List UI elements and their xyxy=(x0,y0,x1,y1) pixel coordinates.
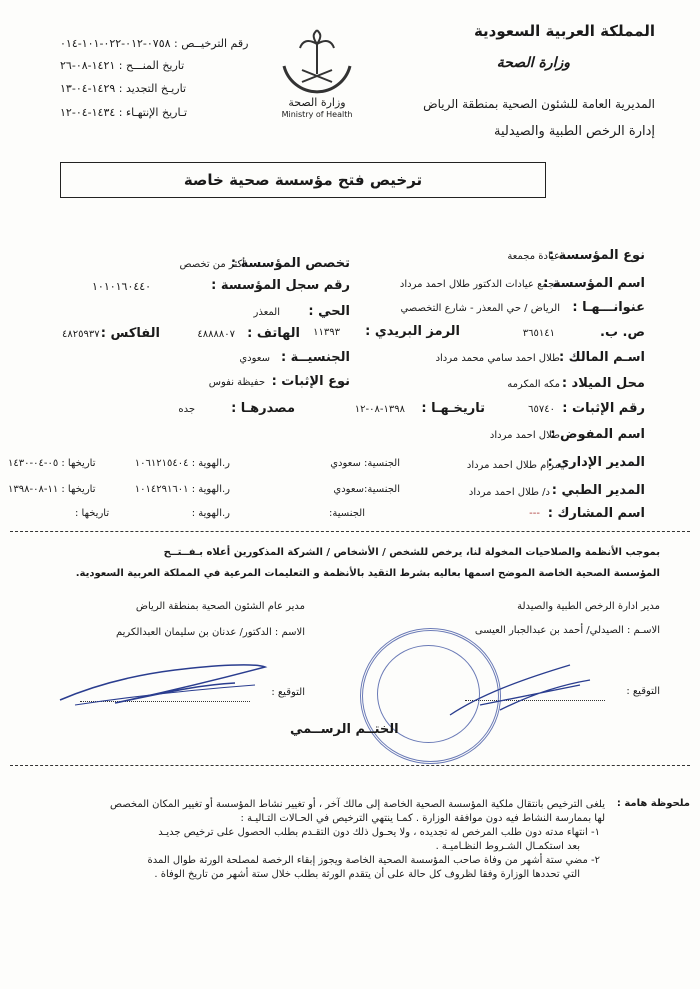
section-divider xyxy=(10,531,690,532)
reg-label: رقم سجل المؤسسة : xyxy=(211,278,350,293)
medical-manager-label: المدير الطبي : xyxy=(551,483,645,498)
type-label: نوع المؤسسة : xyxy=(548,248,645,263)
note-line-3: ١- انتهاء مدته دون طلب المرخص له تجديده ، ولا يحـول ذلك دون التقـدم بطلب الحصول على ترخيص جديـد xyxy=(158,827,600,838)
phone-label: الهاتف : xyxy=(247,326,300,341)
official-seal-icon xyxy=(360,628,501,764)
id-no-label: رقم الإثبات : xyxy=(562,401,645,416)
license-number: رقم الترخيــص : ٠٧٥٨-٠١٢-٠٢٢-١٠١-٠١٤ xyxy=(60,37,249,50)
delegate-value: طلال احمد مرداد xyxy=(489,430,560,441)
document-title: ترخيص فتح مؤسسة صحية خاصة xyxy=(60,162,546,198)
partner-nat: الجنسية: xyxy=(329,508,365,519)
admin-manager-name: مرام طلال احمد مرداد xyxy=(466,460,560,471)
reg-value: ١٠١٠١٦٠٤٤٠ xyxy=(92,280,152,293)
medical-manager-name: د/ طلال احمد مرداد xyxy=(468,487,550,498)
note-line-5: ٢- مضي ستة أشهر من وفاة صاحب المؤسسة الصحية الخاصة ويجوز إبقاء الرخصة لمصلحة الورثة طوال المدة xyxy=(147,855,600,866)
official-stamp-label: الختــم الرســمي xyxy=(290,722,399,737)
birthplace-label: محل الميلاد : xyxy=(561,376,645,391)
note-line-2: لها بممارسة النشاط فيه دون موافقة الوزارة . كمـا ينتهي الترخيص في الحـالات التـاليـة : xyxy=(240,813,605,824)
right-sign-title: مدير ادارة الرخص الطبية والصيدلة xyxy=(517,601,660,612)
department-line: إدارة الرخص الطبية والصيدلية xyxy=(494,124,655,139)
phone-value: ٤٨٨٨٨٠٧ xyxy=(197,329,235,340)
admin-manager-date: تاريخها : ٠٥-٠٤-١٤٣٠ xyxy=(8,458,96,469)
partner-label: اسم المشارك : xyxy=(547,506,645,521)
authorization-line-1: بموجب الأنظمة والصلاحيات المخولة لنا، يرخص للشخص / الأشخاص / الشركة المذكورين أعلاه بـفــتــح xyxy=(163,547,660,558)
spec-value: أكثر من تخصص xyxy=(179,259,245,270)
postal-label: الرمز البريدي : xyxy=(365,324,460,339)
left-sign-label: التوقيع : xyxy=(271,687,305,698)
note-line-1: يلغى الترخيص بانتقال ملكية المؤسسة الصحية الخاصة إلى مالك آخر ، أو تغيير نشاط المؤسسة أو تغيير المكان المخصص xyxy=(109,799,605,810)
partner-name: --- xyxy=(529,508,540,519)
partner-date: تاريخها : xyxy=(75,508,110,519)
right-sign-label: التوقيع : xyxy=(626,686,660,697)
delegate-label: اسم المفوض : xyxy=(550,427,645,442)
pobox-label: ص. ب. xyxy=(600,325,645,340)
spec-label: تخصص المؤسسة : xyxy=(230,256,350,271)
address-label: عنوانـــهـا : xyxy=(572,300,645,315)
grant-date: تاريخ المنـــح : ١٤٢١-٠٨-٢٦ xyxy=(60,59,185,72)
logo-ar-text: وزارة الصحة xyxy=(288,96,346,109)
name-value: مجمع عيادات الدكتور طلال احمد مرداد xyxy=(399,279,560,290)
admin-manager-nat: الجنسية: سعودي xyxy=(330,458,400,469)
id-type-label: نوع الإثبات : xyxy=(271,374,350,389)
renew-date: تاريـخ التجديد : ١٤٢٩-٠٤-١٣ xyxy=(60,82,187,95)
id-type-value: حفيظة نفوس xyxy=(208,377,265,388)
handwritten-signature-icon xyxy=(55,655,275,715)
pobox-value: ٣٦٥١٤١ xyxy=(522,328,555,339)
type-value: عيادة مجمعة xyxy=(507,251,560,262)
name-label: اسم المؤسسة : xyxy=(543,276,645,291)
medical-manager-id: ر.الهوية : ١٠١٤٢٩١٦٠١ xyxy=(134,484,230,495)
authorization-line-2: المؤسسة الصحية الخاصة الموضح اسمها بعاليه بشرط التقيد بالأنظمة و التعليمات المرعية في المملكة العربية السعودية. xyxy=(75,568,660,579)
expiry-date: تـاريخ الإنتهـاء : ١٤٣٤-٠٤-١٢ xyxy=(60,106,188,119)
admin-manager-id: ر.الهوية : ١٠٦١٢١٥٤٠٤ xyxy=(134,458,230,469)
note-line-6: التي تحددها الوزارة وفقا لظروف كل حالة على أن يتقدم الورثة بطلب خلال ستة أشهر من تاريخ الوفاة . xyxy=(154,869,580,880)
district-label: الحي : xyxy=(308,304,350,319)
left-sign-name: الاسم : الدكتور/ عدنان بن سليمان العبدالكريم xyxy=(115,627,305,638)
ministry-logo xyxy=(272,26,362,122)
medical-manager-date: تاريخها : ١١-٠٨-١٣٩٨ xyxy=(8,484,96,495)
notes-divider xyxy=(10,765,690,766)
id-no-value: ٦٥٧٤٠ xyxy=(528,404,555,415)
left-sign-title: مدير عام الشئون الصحية بمنطقة الرياض xyxy=(135,601,305,612)
notes-heading: ملحوظة هامة : xyxy=(616,798,690,809)
admin-manager-label: المدير الإداري : xyxy=(547,455,645,470)
birthplace-value: مكه المكرمه xyxy=(507,379,560,390)
fax-value: ٤٨٢٥٩٣٧ xyxy=(62,329,100,340)
id-source-value: جده xyxy=(178,404,195,415)
right-sign-name: الاسـم : الصيدلي/ أحمد بن عبدالجبار العيسى xyxy=(474,625,660,636)
kingdom-title: المملكة العربية السعودية xyxy=(473,22,655,40)
id-date-value: ١٣٩٨-٠٨-١٢ xyxy=(354,404,405,415)
district-value: المعذر xyxy=(253,307,280,318)
owner-label: اسـم المالك : xyxy=(558,350,645,365)
nationality-value: سعودي xyxy=(239,353,270,364)
medical-manager-nat: الجنسية:سعودي xyxy=(333,484,400,495)
address-value: الرياض / حي المعذر - شارع التخصصي xyxy=(400,303,560,314)
ministry-script: وزارة الصحة xyxy=(496,55,570,71)
directorate-line: المديرية العامة للشئون الصحية بمنطقة الرياض xyxy=(423,97,655,111)
nationality-label: الجنسيــة : xyxy=(280,350,350,365)
id-date-label: تاريخـهـا : xyxy=(421,401,485,416)
owner-value: طلال احمد سامي محمد مرداد xyxy=(435,353,560,364)
note-line-4: بعد استكمـال الشـروط النظـاميـة . xyxy=(435,841,580,852)
fax-label: الفاكس : xyxy=(100,326,160,341)
id-source-label: مصدرهـا : xyxy=(231,401,295,416)
logo-en-text: Ministry of Health xyxy=(281,110,353,119)
postal-value: ١١٣٩٣ xyxy=(313,327,340,338)
partner-id: ر.الهوية : xyxy=(191,508,230,519)
